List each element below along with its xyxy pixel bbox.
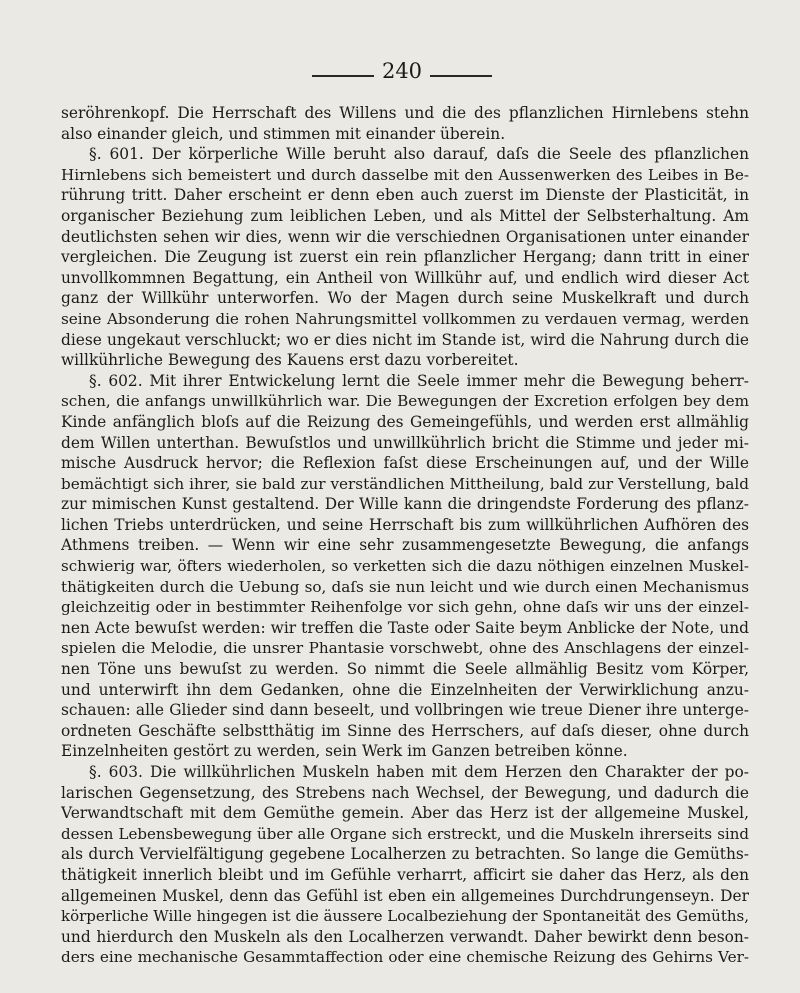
text-line: schen, die anfangs unwillkührlich war. Die Bewegungen der Excretion erfolgen bey dem <box>61 392 749 411</box>
text-line: deutlichsten sehen wir dies, wenn wir die verschiednen Organisationen unter einander <box>61 227 749 246</box>
text-line: rührung tritt. Daher erscheint er denn eben auch zuerst im Dienste der Plasticität, in <box>61 186 749 205</box>
text-line: also einander gleich, und stimmen mit einander überein. <box>61 124 506 143</box>
page-header <box>0 58 800 88</box>
text-line: Hirnlebens sich bemeistert und durch dasselbe mit den Aussenwerken des Leibes in Be- <box>61 165 749 184</box>
text-line: als durch Vervielfältigung gegebene Localherzen zu betrachten. So lange die Gemüths- <box>61 845 749 864</box>
text-line: allgemeinen Muskel, denn das Gefühl ist eben ein allgemeines Durchdrungenseyn. Der <box>61 886 749 905</box>
text-line: thätigkeit innerlich bleibt und im Gefühle verharrt, afficirt sie daher das Herz, als den <box>61 865 749 884</box>
text-line: larischen Gegensetzung, des Strebens nach Wechsel, der Bewegung, und dadurch die <box>61 783 749 802</box>
text-line: lichen Triebs unterdrücken, und seine Herrschaft bis zum willkührlichen Aufhören des <box>61 515 749 534</box>
text-line: Verwandtschaft mit dem Gemüthe gemein. Aber das Herz ist der allgemeine Muskel, <box>61 804 749 823</box>
text-line: schwierig war, öfters wiederholen, so verketten sich die dazu nöthigen einzelnen Muskel- <box>61 557 749 576</box>
text-line: vergleichen. Die Zeugung ist zuerst ein rein pflanzlicher Hergang; dann tritt in einer <box>61 248 749 267</box>
text-line: mische Ausdruck hervor; die Reflexion faſst diese Erscheinungen auf, und der Wille <box>61 454 749 473</box>
text-line: Athmens treiben. — Wenn wir eine sehr zusammengesetzte Bewegung, die anfangs <box>61 536 749 555</box>
text-line: und unterwirft ihn dem Gedanken, ohne die Einzelnheiten der Verwirklichung anzu- <box>61 680 749 699</box>
text-line: spielen die Melodie, die unsrer Phantasie vorschwebt, ohne des Anschlagens der einzel- <box>61 639 749 658</box>
text-line: diese ungekaut verschluckt; wo er dies nicht im Stande ist, wird die Nahrung durch die <box>61 330 749 349</box>
text-line: zur mimischen Kunst gestaltend. Der Wille kann die dringendste Forderung des pflanz- <box>61 495 749 514</box>
text-line: Einzelnheiten gestört zu werden, sein Werk im Ganzen betreiben könne. <box>61 742 628 761</box>
text-line: §. 601. Der körperliche Wille beruht also darauf, daſs die Seele des pflanzlichen <box>89 145 749 164</box>
text-line: ordneten Geschäfte selbstthätig im Sinne des Herrschers, auf daſs dieser, ohne durch <box>61 721 749 740</box>
body-text <box>61 103 749 968</box>
text-line: und hierdurch den Muskeln als den Localherzen verwandt. Daher bewirkt denn beson- <box>61 927 749 946</box>
text-line: ganz der Willkühr unterworfen. Wo der Magen durch seine Muskelkraft und durch <box>61 289 749 308</box>
text-line: organischer Beziehung zum leiblichen Leben, und als Mittel der Selbsterhaltung. Am <box>61 206 749 225</box>
text-line: §. 603. Die willkührlichen Muskeln haben mit dem Herzen den Charakter der po- <box>89 763 749 781</box>
text-line: dem Willen unterthan. Bewuſstlos und unwillkührlich bricht die Stimme und jeder mi- <box>61 433 749 452</box>
text-line: seröhrenkopf. Die Herrschaft des Willens und die des pflanzlichen Hirnlebens stehn <box>61 104 749 122</box>
text-line: seine Absonderung die rohen Nahrungsmittel vollkommen zu verdauen vermag, werden <box>61 309 749 328</box>
header-rule-left <box>312 75 374 77</box>
text-line: ders eine mechanische Gesammtaffection oder eine chemische Reizung des Gehirns Ver- <box>61 948 749 967</box>
text-line: bemächtigt sich ihrer, sie bald zur verständlichen Mittheilung, bald zur Verstellung, bald <box>61 474 749 493</box>
text-line: gleichzeitig oder in bestimmter Reihenfolge vor sich gehn, ohne daſs wir uns der einzel- <box>61 598 749 617</box>
header-rule-right <box>430 75 492 77</box>
text-line: nen Acte bewuſst werden: wir treffen die Taste oder Saite beym Anblicke der Note, und <box>61 618 749 637</box>
text-line: §. 602. Mit ihrer Entwickelung lernt die Seele immer mehr die Bewegung beherr- <box>89 371 749 390</box>
text-line: willkührliche Bewegung des Kauens erst dazu vorbereitet. <box>61 351 519 370</box>
page-number: 240 <box>381 59 423 83</box>
text-line: thätigkeiten durch die Uebung so, daſs sie nun leicht und wie durch einen Mechanismus <box>61 577 749 596</box>
text-line: unvollkommnen Begattung, ein Antheil von Willkühr auf, und endlich wird dieser Act <box>61 268 749 287</box>
text-line: schauen: alle Glieder sind dann beseelt, und vollbringen wie treue Diener ihre unterge- <box>61 701 749 720</box>
text-line: Kinde anfänglich bloſs auf die Reizung des Gemeingefühls, und werden erst allmählig <box>61 412 749 431</box>
text-line: nen Töne uns bewuſst zu werden. So nimmt die Seele allmählig Besitz vom Körper, <box>61 660 749 679</box>
text-line: körperliche Wille hingegen ist die äussere Localbeziehung der Spontaneität des Gemüths, <box>61 907 749 926</box>
text-line: dessen Lebensbewegung über alle Organe sich erstreckt, und die Muskeln ihrerseits sind <box>61 824 749 843</box>
